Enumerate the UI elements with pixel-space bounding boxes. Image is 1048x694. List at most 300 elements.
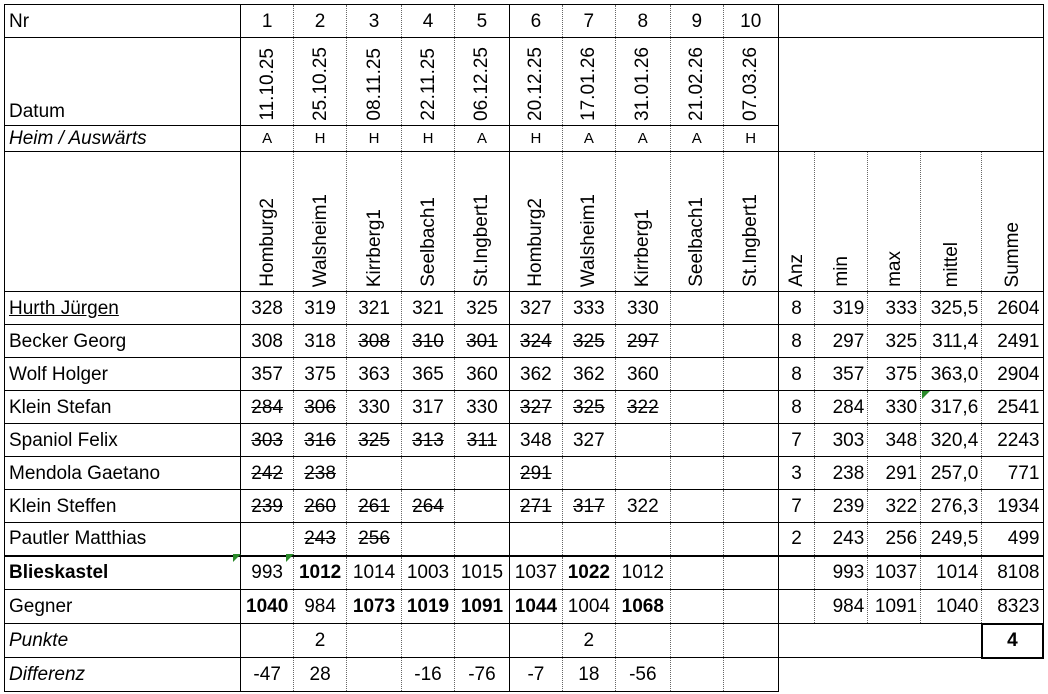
player-mittel: 320,4 bbox=[921, 424, 982, 457]
player-anz: 7 bbox=[778, 424, 815, 457]
score-text: 321 bbox=[412, 297, 444, 319]
score-text: 313 bbox=[412, 429, 444, 451]
stat-header-max bbox=[868, 152, 921, 292]
differenz-label: Differenz bbox=[5, 658, 241, 692]
match-number: 9 bbox=[670, 5, 723, 38]
player-score bbox=[723, 325, 778, 358]
score-text: 333 bbox=[572, 297, 605, 319]
player-min: 284 bbox=[815, 391, 868, 424]
gegner-name: Gegner bbox=[5, 590, 241, 624]
player-score bbox=[615, 457, 670, 490]
opponent-name bbox=[509, 152, 562, 292]
player-score bbox=[241, 292, 294, 325]
gegner-score bbox=[670, 590, 723, 624]
match-date bbox=[294, 38, 347, 126]
match-date bbox=[454, 38, 509, 126]
player-score bbox=[562, 292, 615, 325]
home-away-flag: A bbox=[454, 126, 509, 152]
player-score bbox=[454, 292, 509, 325]
score-text: 327 bbox=[520, 396, 552, 418]
team-score bbox=[402, 556, 455, 590]
match-difference: -47 bbox=[241, 658, 294, 692]
player-score bbox=[509, 523, 562, 556]
player-mittel: 257,0 bbox=[921, 457, 982, 490]
player-score bbox=[562, 325, 615, 358]
score-text: 330 bbox=[626, 297, 659, 319]
match-number: 5 bbox=[454, 5, 509, 38]
score-text: 362 bbox=[520, 363, 552, 385]
team-score bbox=[454, 556, 509, 590]
match-number: 7 bbox=[562, 5, 615, 38]
player-score bbox=[402, 292, 455, 325]
team-name: Blieskastel bbox=[5, 556, 241, 590]
player-score bbox=[294, 292, 347, 325]
score-text: 260 bbox=[304, 495, 336, 517]
player-score bbox=[402, 457, 455, 490]
player-mittel: 311,4 bbox=[921, 325, 982, 358]
player-score bbox=[454, 490, 509, 523]
player-score bbox=[347, 391, 402, 424]
match-difference: -16 bbox=[402, 658, 455, 692]
player-score bbox=[454, 457, 509, 490]
match-difference: -7 bbox=[509, 658, 562, 692]
player-score bbox=[294, 358, 347, 391]
match-date bbox=[723, 38, 778, 126]
gegner-score bbox=[241, 590, 294, 624]
score-text: 324 bbox=[520, 330, 552, 352]
home-away-flag: A bbox=[670, 126, 723, 152]
player-name: Wolf Holger bbox=[5, 358, 241, 391]
player-score bbox=[509, 358, 562, 391]
gegner-score bbox=[723, 590, 778, 624]
opponent-name-text: Walsheim1 bbox=[309, 193, 331, 287]
team-min: 993 bbox=[815, 556, 868, 590]
heim-auswaerts-label: Heim / Auswärts bbox=[5, 126, 241, 152]
player-score bbox=[241, 325, 294, 358]
player-score bbox=[615, 292, 670, 325]
player-score bbox=[402, 523, 455, 556]
team-summe: 8108 bbox=[982, 556, 1043, 590]
player-score bbox=[294, 457, 347, 490]
player-score bbox=[562, 523, 615, 556]
match-date-text: 07.03.26 bbox=[740, 47, 762, 121]
player-name: Hurth Jürgen bbox=[5, 292, 241, 325]
opponent-name bbox=[670, 152, 723, 292]
match-difference bbox=[347, 658, 402, 692]
player-anz: 7 bbox=[778, 490, 815, 523]
player-score bbox=[509, 292, 562, 325]
score-text: 1019 bbox=[406, 596, 450, 617]
score-text: 319 bbox=[304, 297, 336, 319]
player-score bbox=[509, 490, 562, 523]
punkte-label: Punkte bbox=[5, 624, 241, 658]
score-text: 984 bbox=[304, 596, 336, 617]
player-summe: 2541 bbox=[982, 391, 1043, 424]
score-text: 317 bbox=[572, 495, 605, 517]
opponent-name-text: Walsheim1 bbox=[578, 193, 600, 287]
match-number: 8 bbox=[615, 5, 670, 38]
player-score bbox=[670, 523, 723, 556]
match-date-text: 31.01.26 bbox=[632, 47, 654, 121]
match-difference bbox=[670, 658, 723, 692]
player-score bbox=[347, 325, 402, 358]
match-date bbox=[562, 38, 615, 126]
player-min: 297 bbox=[815, 325, 868, 358]
score-text: 328 bbox=[251, 297, 283, 319]
player-min: 319 bbox=[815, 292, 868, 325]
player-score bbox=[615, 523, 670, 556]
player-score bbox=[562, 424, 615, 457]
team-score bbox=[347, 556, 402, 590]
match-points bbox=[241, 624, 294, 658]
results-table bbox=[4, 4, 1044, 692]
match-points bbox=[723, 624, 778, 658]
blank-cell bbox=[5, 152, 241, 292]
player-score bbox=[670, 490, 723, 523]
blank-cell bbox=[778, 38, 1043, 126]
player-score bbox=[402, 325, 455, 358]
player-score bbox=[347, 358, 402, 391]
blank-cell bbox=[778, 126, 1043, 152]
player-max: 333 bbox=[868, 292, 921, 325]
player-score bbox=[670, 358, 723, 391]
player-score bbox=[723, 523, 778, 556]
player-score bbox=[670, 457, 723, 490]
stat-header-anz bbox=[778, 152, 815, 292]
player-score bbox=[670, 424, 723, 457]
player-score bbox=[241, 424, 294, 457]
match-points bbox=[615, 624, 670, 658]
score-text: 321 bbox=[358, 297, 390, 319]
score-text: 1014 bbox=[352, 562, 396, 584]
player-score bbox=[241, 490, 294, 523]
match-date-text: 11.10.25 bbox=[256, 48, 278, 121]
player-max: 330 bbox=[868, 391, 921, 424]
score-text: 1012 bbox=[621, 562, 664, 584]
stat-header-mittel bbox=[921, 152, 982, 292]
opponent-name-text: Seelbach1 bbox=[417, 197, 439, 287]
score-text: 1015 bbox=[460, 562, 504, 584]
match-date-text: 20.12.25 bbox=[525, 47, 547, 121]
score-text: 306 bbox=[304, 396, 336, 418]
score-text: 317 bbox=[412, 396, 444, 418]
home-away-flag: A bbox=[562, 126, 615, 152]
player-score bbox=[454, 424, 509, 457]
player-summe: 2491 bbox=[982, 325, 1043, 358]
score-text: 318 bbox=[304, 330, 336, 352]
gegner-score bbox=[402, 590, 455, 624]
blank-cell bbox=[778, 624, 982, 658]
player-max: 375 bbox=[868, 358, 921, 391]
match-number: 1 bbox=[241, 5, 294, 38]
player-score bbox=[347, 292, 402, 325]
player-score bbox=[562, 391, 615, 424]
player-score bbox=[723, 358, 778, 391]
score-text: 1012 bbox=[298, 562, 342, 584]
stat-header-min bbox=[815, 152, 868, 292]
player-max: 348 bbox=[868, 424, 921, 457]
match-date bbox=[509, 38, 562, 126]
player-anz: 8 bbox=[778, 292, 815, 325]
match-points bbox=[509, 624, 562, 658]
gegner-score bbox=[509, 590, 562, 624]
player-mittel: 363,0 bbox=[921, 358, 982, 391]
stat-header-text: Anz bbox=[786, 254, 807, 287]
score-text: 1073 bbox=[352, 596, 396, 617]
player-score bbox=[723, 292, 778, 325]
player-score bbox=[294, 523, 347, 556]
score-text: 330 bbox=[466, 396, 498, 418]
blank-cell bbox=[778, 5, 1043, 38]
gegner-summe: 8323 bbox=[982, 590, 1043, 624]
team-score bbox=[562, 556, 615, 590]
match-points bbox=[670, 624, 723, 658]
player-score bbox=[241, 457, 294, 490]
player-name: Klein Steffen bbox=[5, 490, 241, 523]
comment-marker-icon bbox=[233, 554, 241, 562]
opponent-name-text: Homburg2 bbox=[525, 198, 547, 287]
blank-cell bbox=[778, 590, 815, 624]
match-date bbox=[615, 38, 670, 126]
match-difference: 18 bbox=[562, 658, 615, 692]
score-text: 1022 bbox=[567, 562, 610, 584]
player-score bbox=[402, 391, 455, 424]
home-away-flag: H bbox=[509, 126, 562, 152]
player-summe: 499 bbox=[982, 523, 1043, 556]
score-text: 1037 bbox=[514, 562, 558, 584]
player-mittel: 325,5 bbox=[921, 292, 982, 325]
player-score bbox=[454, 358, 509, 391]
player-name: Mendola Gaetano bbox=[5, 457, 241, 490]
score-text: 239 bbox=[251, 495, 283, 517]
match-date bbox=[241, 38, 294, 126]
player-name: Spaniol Felix bbox=[5, 424, 241, 457]
comment-marker-icon bbox=[922, 391, 930, 399]
player-anz: 8 bbox=[778, 391, 815, 424]
player-min: 303 bbox=[815, 424, 868, 457]
match-date-text: 21.02.26 bbox=[686, 47, 708, 121]
score-text: 327 bbox=[520, 297, 552, 319]
team-score bbox=[294, 556, 347, 590]
score-text: 993 bbox=[251, 562, 283, 584]
score-text: 375 bbox=[304, 363, 336, 385]
score-text: 325 bbox=[466, 297, 498, 319]
player-name: Klein Stefan bbox=[5, 391, 241, 424]
home-away-flag: H bbox=[402, 126, 455, 152]
match-difference: -56 bbox=[615, 658, 670, 692]
player-score bbox=[615, 490, 670, 523]
score-text: 242 bbox=[251, 462, 283, 484]
player-score bbox=[294, 490, 347, 523]
match-number: 10 bbox=[723, 5, 778, 38]
gegner-score bbox=[294, 590, 347, 624]
match-points bbox=[454, 624, 509, 658]
opponent-name bbox=[241, 152, 294, 292]
score-text: 348 bbox=[520, 429, 552, 451]
player-score bbox=[562, 358, 615, 391]
player-score bbox=[509, 457, 562, 490]
score-text: 238 bbox=[304, 462, 336, 484]
player-score bbox=[615, 358, 670, 391]
stat-header-text: Summe bbox=[1001, 221, 1023, 287]
score-text: 311 bbox=[466, 429, 498, 451]
player-score bbox=[670, 391, 723, 424]
score-text: 264 bbox=[412, 495, 444, 517]
player-score bbox=[723, 490, 778, 523]
home-away-flag: H bbox=[723, 126, 778, 152]
player-score bbox=[723, 457, 778, 490]
home-away-flag: A bbox=[615, 126, 670, 152]
player-score bbox=[509, 391, 562, 424]
player-score bbox=[454, 325, 509, 358]
player-max: 325 bbox=[868, 325, 921, 358]
blank-cell bbox=[778, 658, 1043, 692]
nr-label: Nr bbox=[5, 5, 241, 38]
blank-cell bbox=[778, 556, 815, 590]
team-max: 1037 bbox=[868, 556, 921, 590]
team-score bbox=[670, 556, 723, 590]
score-text: 297 bbox=[626, 330, 659, 352]
score-text: 310 bbox=[412, 330, 444, 352]
player-score bbox=[615, 424, 670, 457]
score-text: 303 bbox=[251, 429, 283, 451]
player-score bbox=[402, 424, 455, 457]
gegner-max: 1091 bbox=[868, 590, 921, 624]
opponent-name-text: St.Ingbert1 bbox=[471, 194, 493, 287]
match-date-text: 22.11.25 bbox=[417, 48, 439, 121]
player-score bbox=[723, 424, 778, 457]
match-points bbox=[347, 624, 402, 658]
match-difference: 28 bbox=[294, 658, 347, 692]
score-text: 325 bbox=[358, 429, 390, 451]
match-difference: -76 bbox=[454, 658, 509, 692]
score-text: 325 bbox=[572, 330, 605, 352]
match-date-text: 06.12.25 bbox=[471, 47, 493, 121]
score-text: 284 bbox=[251, 396, 283, 418]
home-away-flag: H bbox=[347, 126, 402, 152]
datum-label: Datum bbox=[5, 38, 241, 126]
score-text: 308 bbox=[251, 330, 283, 352]
score-text: 1003 bbox=[406, 562, 450, 584]
player-score bbox=[670, 325, 723, 358]
opponent-name bbox=[562, 152, 615, 292]
team-score bbox=[723, 556, 778, 590]
opponent-name bbox=[402, 152, 455, 292]
player-score bbox=[241, 391, 294, 424]
score-text: 256 bbox=[358, 528, 390, 550]
match-date bbox=[347, 38, 402, 126]
player-anz: 3 bbox=[778, 457, 815, 490]
gegner-mittel: 1040 bbox=[921, 590, 982, 624]
player-mittel: 317,6 bbox=[921, 391, 982, 424]
player-score bbox=[402, 490, 455, 523]
match-date-text: 25.10.25 bbox=[309, 47, 331, 121]
player-score bbox=[562, 490, 615, 523]
player-score bbox=[402, 358, 455, 391]
player-mittel: 276,3 bbox=[921, 490, 982, 523]
player-score bbox=[347, 424, 402, 457]
player-score bbox=[347, 457, 402, 490]
opponent-name-text: St.Ingbert1 bbox=[740, 194, 762, 287]
match-date-text: 17.01.26 bbox=[578, 47, 600, 121]
score-text: 322 bbox=[626, 396, 659, 418]
gegner-score bbox=[562, 590, 615, 624]
team-mittel: 1014 bbox=[921, 556, 982, 590]
opponent-name-text: Homburg2 bbox=[256, 198, 278, 287]
player-score bbox=[241, 523, 294, 556]
opponent-name-text: Seelbach1 bbox=[686, 197, 708, 287]
match-date-text: 08.11.25 bbox=[363, 48, 385, 121]
score-text: 316 bbox=[304, 429, 336, 451]
player-summe: 2904 bbox=[982, 358, 1043, 391]
score-text: 330 bbox=[358, 396, 390, 418]
home-away-flag: A bbox=[241, 126, 294, 152]
score-text: 322 bbox=[626, 495, 659, 517]
score-text: 360 bbox=[626, 363, 659, 385]
score-text: 301 bbox=[466, 330, 498, 352]
match-number: 6 bbox=[509, 5, 562, 38]
player-score bbox=[454, 523, 509, 556]
match-points: 2 bbox=[562, 624, 615, 658]
player-mittel: 249,5 bbox=[921, 523, 982, 556]
player-score bbox=[347, 490, 402, 523]
opponent-name-text: Kirrberg1 bbox=[363, 208, 385, 287]
gegner-score bbox=[454, 590, 509, 624]
score-text: 271 bbox=[520, 495, 552, 517]
match-date bbox=[670, 38, 723, 126]
player-max: 256 bbox=[868, 523, 921, 556]
opponent-name bbox=[723, 152, 778, 292]
score-text: 308 bbox=[358, 330, 390, 352]
player-score bbox=[454, 391, 509, 424]
player-summe: 2604 bbox=[982, 292, 1043, 325]
team-score bbox=[615, 556, 670, 590]
player-min: 238 bbox=[815, 457, 868, 490]
player-anz: 8 bbox=[778, 325, 815, 358]
score-text: 291 bbox=[520, 462, 552, 484]
score-text: 325 bbox=[572, 396, 605, 418]
points-total: 4 bbox=[982, 624, 1043, 658]
match-points bbox=[402, 624, 455, 658]
player-score bbox=[509, 325, 562, 358]
player-min: 243 bbox=[815, 523, 868, 556]
player-score bbox=[615, 391, 670, 424]
stat-header-summe bbox=[982, 152, 1043, 292]
player-name: Becker Georg bbox=[5, 325, 241, 358]
match-points: 2 bbox=[294, 624, 347, 658]
score-text: 243 bbox=[304, 528, 336, 550]
player-anz: 2 bbox=[778, 523, 815, 556]
player-score bbox=[241, 358, 294, 391]
stat-header-text: max bbox=[883, 251, 905, 287]
player-max: 291 bbox=[868, 457, 921, 490]
stat-header-text: mittel bbox=[940, 241, 962, 287]
opponent-name bbox=[615, 152, 670, 292]
player-summe: 771 bbox=[982, 457, 1043, 490]
match-date bbox=[402, 38, 455, 126]
gegner-score bbox=[615, 590, 670, 624]
player-score bbox=[615, 325, 670, 358]
player-min: 239 bbox=[815, 490, 868, 523]
score-text: 1040 bbox=[246, 596, 289, 617]
home-away-flag: H bbox=[294, 126, 347, 152]
score-text: 1091 bbox=[460, 596, 504, 617]
match-number: 2 bbox=[294, 5, 347, 38]
score-text: 362 bbox=[572, 363, 605, 385]
player-score bbox=[294, 424, 347, 457]
score-text: 261 bbox=[358, 495, 390, 517]
score-text: 365 bbox=[412, 363, 444, 385]
